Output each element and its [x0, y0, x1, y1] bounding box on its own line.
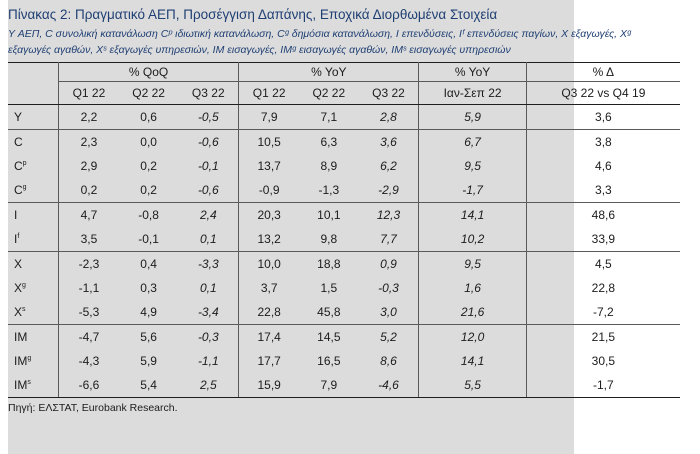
table-cell: -1,1	[178, 349, 238, 373]
table-cell: 14,5	[317, 330, 341, 344]
table-cell: 2,8	[359, 105, 419, 130]
row-label-text: C	[14, 159, 23, 173]
table-cell: -0,3	[178, 325, 238, 350]
table-cell: 22,8	[239, 300, 299, 325]
table-cell: 30,5	[591, 354, 616, 368]
table-cell: -0,1	[178, 154, 238, 178]
column-header-empty	[8, 82, 59, 105]
group-header-delta: % Δ	[526, 63, 680, 82]
table-cell: 18,8	[317, 257, 341, 271]
table-cell: 4,5	[595, 257, 612, 271]
row-label	[8, 227, 59, 252]
table-row	[8, 325, 680, 350]
table-cell: 0,0	[140, 135, 157, 149]
table-cell: 0,2	[119, 178, 178, 203]
table-row	[8, 276, 680, 300]
table-cell: -0,5	[178, 105, 238, 130]
row-label-text: Y	[14, 110, 23, 124]
table-row	[8, 154, 680, 178]
table-cell: 9,5	[419, 154, 526, 178]
row-label	[8, 373, 59, 398]
table-cell: 3,3	[526, 178, 680, 203]
table-cell: 2,4	[178, 203, 238, 228]
table-cell: 2,2	[59, 105, 119, 130]
table-row	[8, 227, 680, 252]
column-header: Q1 22	[239, 82, 299, 105]
column-header: Q3 22	[359, 82, 419, 105]
row-label	[8, 349, 59, 373]
row-label-text: C	[14, 135, 23, 149]
table-cell: 5,2	[359, 325, 419, 350]
table-cell: 1,5	[320, 281, 338, 295]
row-label-text: IM	[14, 378, 28, 392]
table-cell: -4,7	[78, 330, 100, 344]
table-row	[8, 105, 680, 130]
table-cell: 17,7	[257, 354, 281, 368]
table-cell: 33,9	[526, 227, 680, 252]
table-cell: -0,6	[178, 130, 238, 155]
column-header: Q2 22	[299, 82, 358, 105]
table-cell: 0,1	[178, 227, 238, 252]
table-row	[8, 203, 680, 228]
table-cell: 0,6	[119, 105, 178, 130]
table-cell: 13,7	[257, 159, 281, 173]
row-label-text: X	[14, 281, 23, 295]
table-body	[8, 105, 680, 398]
table-cell: -1,7	[419, 178, 526, 203]
table-cell: -4,6	[359, 373, 419, 398]
table-cell: -0,1	[119, 227, 178, 252]
table-cell: 13,2	[239, 227, 299, 252]
table-cell: 16,5	[317, 354, 341, 368]
row-label	[8, 252, 59, 277]
row-label-text: I	[14, 208, 18, 222]
table-cell: 9,5	[419, 252, 526, 277]
row-label-text: C	[14, 183, 23, 197]
column-header-row	[8, 82, 680, 105]
group-header-empty	[8, 63, 59, 82]
table-cell: 17,4	[257, 330, 281, 344]
table-cell: -0,6	[178, 178, 238, 203]
table-cell: 2,5	[178, 373, 238, 398]
table-cell: 2,3	[80, 135, 98, 149]
table-cell: 8,6	[359, 349, 419, 373]
row-label-superscript: f	[17, 233, 20, 240]
group-header-yoy-ytd: % YoY	[419, 63, 526, 82]
table-row	[8, 373, 680, 398]
table-cell: 0,2	[59, 178, 119, 203]
table-cell: 7,7	[359, 227, 419, 252]
table-cell: -3,4	[178, 300, 238, 325]
column-header: Q2 22	[119, 82, 178, 105]
row-label-superscript: p	[22, 160, 27, 167]
table-cell: 45,8	[299, 300, 358, 325]
table-cell: -5,3	[59, 300, 119, 325]
table-cell: 21,6	[419, 300, 526, 325]
table-cell: -3,3	[178, 252, 238, 277]
table-row	[8, 252, 680, 277]
row-label	[8, 154, 59, 178]
table-cell: -2,3	[78, 257, 100, 271]
table-cell: -2,9	[359, 178, 419, 203]
table-cell: 7,9	[239, 105, 299, 130]
table-cell: 12,0	[419, 325, 526, 350]
table-row	[8, 349, 680, 373]
table-cell: -1,7	[526, 373, 680, 398]
table-cell: 20,3	[257, 208, 281, 222]
table-cell: -1,1	[78, 281, 100, 295]
table-cell: 7,1	[299, 105, 358, 130]
table-cell: 4,9	[119, 300, 178, 325]
table-cell: 2,9	[80, 159, 98, 173]
row-label	[8, 178, 59, 203]
row-label-text: I	[14, 232, 18, 246]
table-cell: 6,3	[320, 135, 338, 149]
table-cell: 12,3	[359, 203, 419, 228]
row-label-text: IM	[14, 330, 28, 344]
table-cell: 5,9	[140, 354, 157, 368]
table-cell: 5,5	[419, 373, 526, 398]
row-label-superscript: g	[27, 355, 32, 362]
table-cell: -7,2	[526, 300, 680, 325]
table-subtitle: Y ΑΕΠ, C συνολική κατανάλωση Cᵖ ιδιωτική κατανάλωση, Cᵍ δημόσια κατανάλωση, I επενδύσεις, Iᶠ επενδύσεις παγίων, X εξαγωγές, Xᵍ εξαγωγές αγαθών, Xˢ εξαγωγές υπηρεσιών, IM εισαγωγές, IMᵍ εισαγωγές αγαθών, IMˢ εισαγωγές υπηρεσιών	[8, 28, 632, 56]
table-cell: 3,6	[526, 105, 680, 130]
row-label-text: IM	[14, 354, 28, 368]
table-cell: 0,1	[178, 276, 238, 300]
table-cell: 0,4	[140, 257, 157, 271]
table-cell: 10,5	[257, 135, 281, 149]
table-title: Πίνακας 2: Πραγματικό ΑΕΠ, Προσέγγιση Δαπάνης, Εποχικά Διορθωμένα Στοιχεία	[8, 7, 498, 22]
table-row	[8, 130, 680, 155]
table-cell: 0,3	[140, 281, 157, 295]
column-header: Q3 22 vs Q4 19	[526, 82, 680, 105]
group-header-qoq: % QoQ	[59, 63, 239, 82]
table-cell: 14,1	[419, 349, 526, 373]
column-header: Q3 22	[178, 82, 238, 105]
table-cell: 7,9	[299, 373, 358, 398]
table-cell: -1,3	[299, 178, 358, 203]
table-cell: 10,0	[257, 257, 281, 271]
table-cell: 6,2	[359, 154, 419, 178]
table-cell: 48,6	[591, 208, 616, 222]
table-cell: 5,6	[140, 330, 157, 344]
table-cell: 5,9	[419, 105, 526, 130]
row-label	[8, 276, 59, 300]
row-label-superscript: g	[22, 282, 26, 289]
row-label-superscript: g	[22, 184, 27, 191]
table-cell: -0,9	[239, 178, 299, 203]
table-cell: 1,6	[419, 276, 526, 300]
table-row	[8, 178, 680, 203]
row-label	[8, 105, 59, 130]
table-cell: 14,1	[419, 203, 526, 228]
table-cell: -4,3	[78, 354, 100, 368]
group-header-yoy: % YoY	[239, 63, 419, 82]
table-cell: 15,9	[239, 373, 299, 398]
table-cell: 10,1	[317, 208, 341, 222]
row-label	[8, 130, 59, 155]
row-label	[8, 203, 59, 228]
table-figure	[8, 6, 686, 415]
table-cell: 0,9	[359, 252, 419, 277]
table-cell: 9,8	[299, 227, 358, 252]
row-label-text: X	[14, 305, 23, 319]
table-cell: -0,3	[359, 276, 419, 300]
table-cell: 3,6	[359, 130, 419, 155]
row-label-superscript: s	[22, 306, 26, 313]
table-cell: 8,9	[320, 159, 338, 173]
table-row	[8, 300, 680, 325]
table-cell: 4,7	[80, 208, 98, 222]
table-cell: 5,4	[119, 373, 178, 398]
gdp-table	[8, 62, 680, 398]
table-cell: 3,8	[595, 135, 612, 149]
table-source: Πηγή: ΕΛΣΤΑΤ, Eurobank Research.	[8, 402, 178, 414]
row-label	[8, 300, 59, 325]
column-header: Ιαν-Σεπ 22	[419, 82, 526, 105]
table-cell: 22,8	[591, 281, 616, 295]
table-cell: 4,6	[595, 159, 612, 173]
table-cell: 10,2	[419, 227, 526, 252]
table-cell: 0,2	[140, 159, 157, 173]
row-label	[8, 325, 59, 350]
table-cell: 3,5	[59, 227, 119, 252]
row-label-text: X	[14, 257, 23, 271]
table-cell: -6,6	[59, 373, 119, 398]
table-cell: 21,5	[591, 330, 616, 344]
row-label-superscript: s	[27, 379, 31, 386]
column-header: Q1 22	[59, 82, 119, 105]
table-cell: 6,7	[419, 130, 526, 155]
table-cell: 3,0	[359, 300, 419, 325]
table-cell: -0,8	[138, 208, 159, 222]
table-cell: 3,7	[260, 281, 278, 295]
group-header-row	[8, 63, 680, 82]
